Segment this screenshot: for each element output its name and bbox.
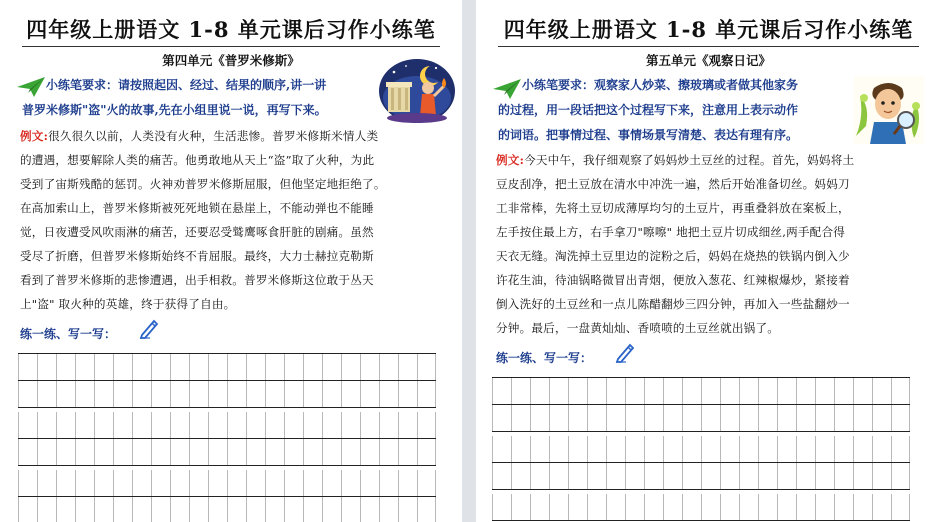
example-line: 豆皮刮净，把土豆放在清水中冲洗一遍，然后开始准备切丝。妈妈刀 [496,177,850,191]
grid-cell[interactable] [113,439,132,465]
grid-row [492,378,910,405]
grid-cell[interactable] [777,405,796,431]
grid-cell[interactable] [265,439,284,465]
grid-cell[interactable] [606,494,625,520]
grid-cell[interactable] [246,439,265,465]
grid-cell[interactable] [246,381,265,407]
grid-cell[interactable] [701,405,720,431]
grid-cell[interactable] [758,463,777,489]
grid-row [492,494,910,521]
grid-cell[interactable] [758,494,777,520]
grid-cell[interactable] [113,354,132,380]
grid-cell[interactable] [530,463,549,489]
left-page [0,0,462,522]
grid-cell[interactable] [227,354,246,380]
grid-cell[interactable] [56,439,75,465]
grid-cell[interactable] [151,439,170,465]
grid-cell[interactable] [777,494,796,520]
grid-row [18,439,436,466]
grid-cell[interactable] [549,463,568,489]
grid-cell[interactable] [151,381,170,407]
grid-cell[interactable] [417,381,436,407]
requirement-label: 小练笔要求： [522,78,595,92]
grid-cell[interactable] [208,381,227,407]
grid-cell[interactable] [56,381,75,407]
grid-cell[interactable] [549,494,568,520]
requirement-text: 的过程，用一段话把这个过程写下来，注意用上表示动作 [498,103,799,117]
grid-cell[interactable] [56,470,75,496]
grid-cell[interactable] [625,494,644,520]
example-line: 在高加索山上，普罗米修斯被死死地锁在悬崖上，不能动弹也不能睡 [20,201,374,215]
grid-cell[interactable] [720,436,739,462]
grid-cell[interactable] [322,354,341,380]
example-line: 受尽了折磨，但普罗米修斯始终不肯屈服。最终，大力士赫拉克勒斯 [20,249,374,263]
grid-cell[interactable] [227,497,246,522]
writing-grid[interactable] [18,353,436,522]
grid-cell[interactable] [663,405,682,431]
grid-cell[interactable] [568,463,587,489]
grid-row [18,412,436,439]
grid-cell[interactable] [284,381,303,407]
grid-cell[interactable] [227,381,246,407]
grid-cell[interactable] [625,405,644,431]
grid-cell[interactable] [398,439,417,465]
grid-cell[interactable] [701,436,720,462]
grid-cell[interactable] [322,497,341,522]
example-line: 分钟。最后，一盘黄灿灿、香喷喷的土豆丝就出锅了。 [496,321,780,335]
grid-cell[interactable] [246,497,265,522]
unit-heading: 第四单元《普罗米修斯》 [162,53,300,68]
grid-cell[interactable] [815,436,834,462]
grid-cell[interactable] [189,354,208,380]
grid-cell[interactable] [132,497,151,522]
grid-cell[interactable] [18,412,37,438]
grid-cell[interactable] [663,436,682,462]
grid-cell[interactable] [379,470,398,496]
grid-cell[interactable] [379,381,398,407]
grid-cell[interactable] [663,378,682,404]
grid-cell[interactable] [132,470,151,496]
grid-cell[interactable] [891,463,910,489]
grid-cell[interactable] [379,497,398,522]
grid-cell[interactable] [75,497,94,522]
grid-cell[interactable] [701,378,720,404]
grid-cell[interactable] [265,497,284,522]
grid-cell[interactable] [417,354,436,380]
grid-row [492,405,910,432]
grid-cell[interactable] [682,494,701,520]
grid-cell[interactable] [303,354,322,380]
grid-row [492,463,910,490]
grid-cell[interactable] [530,494,549,520]
grid-cell[interactable] [341,381,360,407]
grid-cell[interactable] [18,354,37,380]
grid-cell[interactable] [360,439,379,465]
grid-cell[interactable] [360,497,379,522]
grid-cell[interactable] [113,470,132,496]
grid-cell[interactable] [644,463,663,489]
grid-cell[interactable] [322,470,341,496]
grid-cell[interactable] [75,354,94,380]
grid-cell[interactable] [739,405,758,431]
grid-cell[interactable] [94,470,113,496]
example-line: 看到了普罗米修斯的悲惨遭遇，出手相救。普罗米修斯这位敢于丛天 [20,273,374,287]
grid-cell[interactable] [18,439,37,465]
right-page [476,0,941,522]
grid-cell[interactable] [682,405,701,431]
grid-cell[interactable] [417,470,436,496]
grid-cell[interactable] [341,497,360,522]
grid-cell[interactable] [720,378,739,404]
practice-heading: 练一练、写一写： [496,351,593,365]
grid-cell[interactable] [189,470,208,496]
grid-cell[interactable] [284,470,303,496]
grid-cell[interactable] [511,494,530,520]
grid-cell[interactable] [265,412,284,438]
grid-cell[interactable] [227,412,246,438]
page-separator [462,0,476,522]
grid-cell[interactable] [606,378,625,404]
requirement-label: 小练笔要求： [46,78,119,92]
grid-cell[interactable] [341,412,360,438]
grid-cell[interactable] [720,463,739,489]
grid-cell[interactable] [606,463,625,489]
grid-cell[interactable] [872,378,891,404]
grid-row [18,470,436,497]
requirement-text: 普罗米修斯"盗"火的故事,先在小组里说一说，再写下来。 [22,103,327,117]
grid-cell[interactable] [587,436,606,462]
grid-cell[interactable] [739,378,758,404]
grid-cell[interactable] [644,436,663,462]
grid-row [18,354,436,381]
grid-cell[interactable] [834,378,853,404]
grid-cell[interactable] [94,497,113,522]
grid-cell[interactable] [322,439,341,465]
grid-cell[interactable] [132,439,151,465]
example-essay [496,148,926,340]
grid-cell[interactable] [37,470,56,496]
grid-cell[interactable] [758,405,777,431]
requirement-text: 的词语。把事情过程、事情场景写清楚、表达有理有序。 [498,128,799,142]
grid-cell[interactable] [284,354,303,380]
grid-cell[interactable] [341,439,360,465]
grid-cell[interactable] [189,412,208,438]
example-line: 工非常棒，先将土豆切成薄厚均匀的土豆片，再重叠斜放在案板上， [496,201,850,215]
example-line: 今天中午，我仔细观察了妈妈炒土豆丝的过程。首先，妈妈将土 [524,153,855,167]
grid-cell[interactable] [208,412,227,438]
grid-cell[interactable] [94,412,113,438]
grid-cell[interactable] [815,463,834,489]
grid-cell[interactable] [322,412,341,438]
grid-cell[interactable] [94,381,113,407]
grid-cell[interactable] [18,497,37,522]
grid-cell[interactable] [853,463,872,489]
grid-cell[interactable] [853,494,872,520]
grid-row [18,497,436,522]
grid-cell[interactable] [132,354,151,380]
page-title: 四年级上册语文 1-8 单元课后习作小练笔 [503,17,914,42]
grid-cell[interactable] [170,470,189,496]
grid-cell[interactable] [360,381,379,407]
grid-cell[interactable] [398,470,417,496]
grid-cell[interactable] [663,463,682,489]
grid-cell[interactable] [208,439,227,465]
grid-cell[interactable] [341,354,360,380]
grid-cell[interactable] [151,470,170,496]
example-line: 受到了宙斯残酷的惩罚。火神劝普罗米修斯屈服，但他坚定地拒绝了。 [20,177,386,191]
grid-cell[interactable] [492,436,511,462]
grid-cell[interactable] [682,378,701,404]
example-line: 的遭遇，想要解除人类的痛苦。他勇敢地从天上“盗”取了火种，为此 [20,153,375,167]
grid-cell[interactable] [170,412,189,438]
grid-cell[interactable] [872,405,891,431]
grid-cell[interactable] [758,378,777,404]
grid-cell[interactable] [549,405,568,431]
grid-cell[interactable] [379,412,398,438]
grid-cell[interactable] [587,405,606,431]
grid-cell[interactable] [56,354,75,380]
grid-cell[interactable] [606,405,625,431]
grid-cell[interactable] [739,494,758,520]
writing-grid[interactable] [492,377,910,521]
grid-cell[interactable] [492,494,511,520]
grid-cell[interactable] [398,497,417,522]
writing-requirement [22,73,382,123]
grid-cell[interactable] [872,436,891,462]
example-essay [20,124,444,316]
grid-cell[interactable] [37,412,56,438]
grid-cell[interactable] [75,412,94,438]
grid-cell[interactable] [796,494,815,520]
pencil-icon [138,317,160,339]
grid-cell[interactable] [246,354,265,380]
prometheus-illustration [378,58,456,124]
grid-cell[interactable] [360,470,379,496]
grid-cell[interactable] [644,494,663,520]
grid-cell[interactable] [151,354,170,380]
grid-cell[interactable] [587,463,606,489]
grid-cell[interactable] [530,378,549,404]
grid-cell[interactable] [37,354,56,380]
grid-cell[interactable] [587,378,606,404]
grid-cell[interactable] [549,378,568,404]
grid-cell[interactable] [872,494,891,520]
grid-cell[interactable] [625,463,644,489]
grid-cell[interactable] [568,494,587,520]
grid-cell[interactable] [815,494,834,520]
grid-cell[interactable] [37,439,56,465]
grid-row [492,436,910,463]
grid-cell[interactable] [265,354,284,380]
grid-cell[interactable] [94,354,113,380]
grid-row [18,381,436,408]
example-line: 上"盗" 取火种的英雄，终于获得了自由。 [20,297,236,311]
grid-cell[interactable] [891,405,910,431]
grid-cell[interactable] [303,381,322,407]
grid-cell[interactable] [56,412,75,438]
grid-cell[interactable] [720,405,739,431]
grid-cell[interactable] [417,439,436,465]
grid-cell[interactable] [834,436,853,462]
grid-cell[interactable] [113,497,132,522]
grid-cell[interactable] [284,497,303,522]
grid-cell[interactable] [796,405,815,431]
grid-cell[interactable] [720,494,739,520]
grid-cell[interactable] [94,439,113,465]
grid-cell[interactable] [758,436,777,462]
grid-cell[interactable] [568,405,587,431]
grid-cell[interactable] [492,405,511,431]
requirement-text: 请按照起因、经过、结果的顺序,讲一讲 [118,78,327,92]
grid-cell[interactable] [151,497,170,522]
grid-cell[interactable] [853,405,872,431]
grid-cell[interactable] [701,494,720,520]
grid-cell[interactable] [151,412,170,438]
grid-cell[interactable] [227,470,246,496]
grid-cell[interactable] [18,470,37,496]
grid-cell[interactable] [739,436,758,462]
requirement-text: 观察家人炒菜、擦玻璃或者做其他家务 [594,78,799,92]
title-divider [22,46,440,47]
page-title: 四年级上册语文 1-8 单元课后习作小练笔 [26,17,436,42]
title-divider [498,46,919,47]
grid-cell[interactable] [625,378,644,404]
grid-cell[interactable] [530,436,549,462]
grid-cell[interactable] [170,439,189,465]
grid-cell[interactable] [625,436,644,462]
grid-cell[interactable] [398,381,417,407]
grid-cell[interactable] [853,378,872,404]
pencil-icon [614,341,636,363]
grid-cell[interactable] [208,354,227,380]
grid-cell[interactable] [246,412,265,438]
example-label: 例文: [20,129,49,143]
grid-cell[interactable] [644,405,663,431]
grid-cell[interactable] [796,378,815,404]
unit-heading: 第五单元《观察日记》 [645,53,771,68]
example-line: 左手按住最上方，右手拿刀"嚓嚓" 地把土豆片切成细丝,两手配合得 [496,225,846,239]
example-line: 许花生油，待油锅略微冒出青烟，便放入葱花、红辣椒爆炒，紧接着 [496,273,850,287]
example-line: 很久很久以前，人类没有火种，生活悲惨。普罗米修斯米情人类 [48,129,379,143]
grid-cell[interactable] [379,354,398,380]
grid-cell[interactable] [606,436,625,462]
grid-cell[interactable] [511,463,530,489]
grid-cell[interactable] [511,378,530,404]
grid-cell[interactable] [208,470,227,496]
grid-cell[interactable] [682,436,701,462]
grid-cell[interactable] [341,470,360,496]
grid-cell[interactable] [872,463,891,489]
practice-heading: 练一练、写一写： [20,327,117,341]
example-line: 觉，日夜遭受风吹雨淋的痛苦，还要忍受鹫鹰啄食肝脏的剧痛。虽然 [20,225,374,239]
grid-cell[interactable] [701,463,720,489]
grid-cell[interactable] [398,412,417,438]
grid-cell[interactable] [492,378,511,404]
grid-cell[interactable] [739,463,758,489]
grid-cell[interactable] [587,494,606,520]
grid-cell[interactable] [796,463,815,489]
grid-cell[interactable] [682,463,701,489]
grid-cell[interactable] [568,378,587,404]
grid-cell[interactable] [189,381,208,407]
grid-cell[interactable] [777,378,796,404]
grid-cell[interactable] [303,497,322,522]
grid-cell[interactable] [227,439,246,465]
grid-cell[interactable] [891,436,910,462]
grid-cell[interactable] [265,470,284,496]
example-label: 例文: [496,153,525,167]
grid-cell[interactable] [417,412,436,438]
grid-cell[interactable] [189,439,208,465]
grid-cell[interactable] [398,354,417,380]
writing-requirement [498,73,858,148]
grid-cell[interactable] [170,354,189,380]
grid-cell[interactable] [303,412,322,438]
grid-cell[interactable] [549,436,568,462]
grid-cell[interactable] [75,439,94,465]
grid-cell[interactable] [303,470,322,496]
grid-cell[interactable] [56,497,75,522]
grid-cell[interactable] [891,378,910,404]
grid-cell[interactable] [284,439,303,465]
grid-cell[interactable] [511,436,530,462]
grid-cell[interactable] [75,381,94,407]
grid-cell[interactable] [113,381,132,407]
grid-cell[interactable] [834,463,853,489]
boy-with-magnifier-illustration [854,76,924,144]
grid-cell[interactable] [37,497,56,522]
grid-cell[interactable] [644,378,663,404]
grid-cell[interactable] [511,405,530,431]
grid-cell[interactable] [796,436,815,462]
grid-cell[interactable] [322,381,341,407]
grid-cell[interactable] [75,470,94,496]
grid-cell[interactable] [170,497,189,522]
grid-cell[interactable] [246,470,265,496]
grid-cell[interactable] [360,354,379,380]
grid-cell[interactable] [113,412,132,438]
grid-cell[interactable] [303,439,322,465]
grid-cell[interactable] [417,497,436,522]
example-line: 倒入洗好的土豆丝和一点儿陈醋翻炒三四分钟，再加入一些盐翻炒一 [496,297,850,311]
grid-cell[interactable] [208,497,227,522]
grid-cell[interactable] [834,494,853,520]
grid-cell[interactable] [284,412,303,438]
grid-cell[interactable] [663,494,682,520]
grid-cell[interactable] [132,412,151,438]
grid-cell[interactable] [189,497,208,522]
grid-cell[interactable] [568,436,587,462]
grid-cell[interactable] [777,463,796,489]
grid-cell[interactable] [170,381,189,407]
grid-cell[interactable] [834,405,853,431]
example-line: 天衣无缝。淘洗掉土豆里边的淀粉之后，妈妈在烧热的铁锅内倒入少 [496,249,850,263]
grid-cell[interactable] [360,412,379,438]
grid-cell[interactable] [492,463,511,489]
grid-cell[interactable] [891,494,910,520]
grid-cell[interactable] [379,439,398,465]
grid-cell[interactable] [265,381,284,407]
grid-cell[interactable] [18,381,37,407]
grid-cell[interactable] [132,381,151,407]
grid-cell[interactable] [777,436,796,462]
grid-cell[interactable] [815,405,834,431]
grid-cell[interactable] [530,405,549,431]
grid-cell[interactable] [853,436,872,462]
grid-cell[interactable] [37,381,56,407]
grid-cell[interactable] [815,378,834,404]
